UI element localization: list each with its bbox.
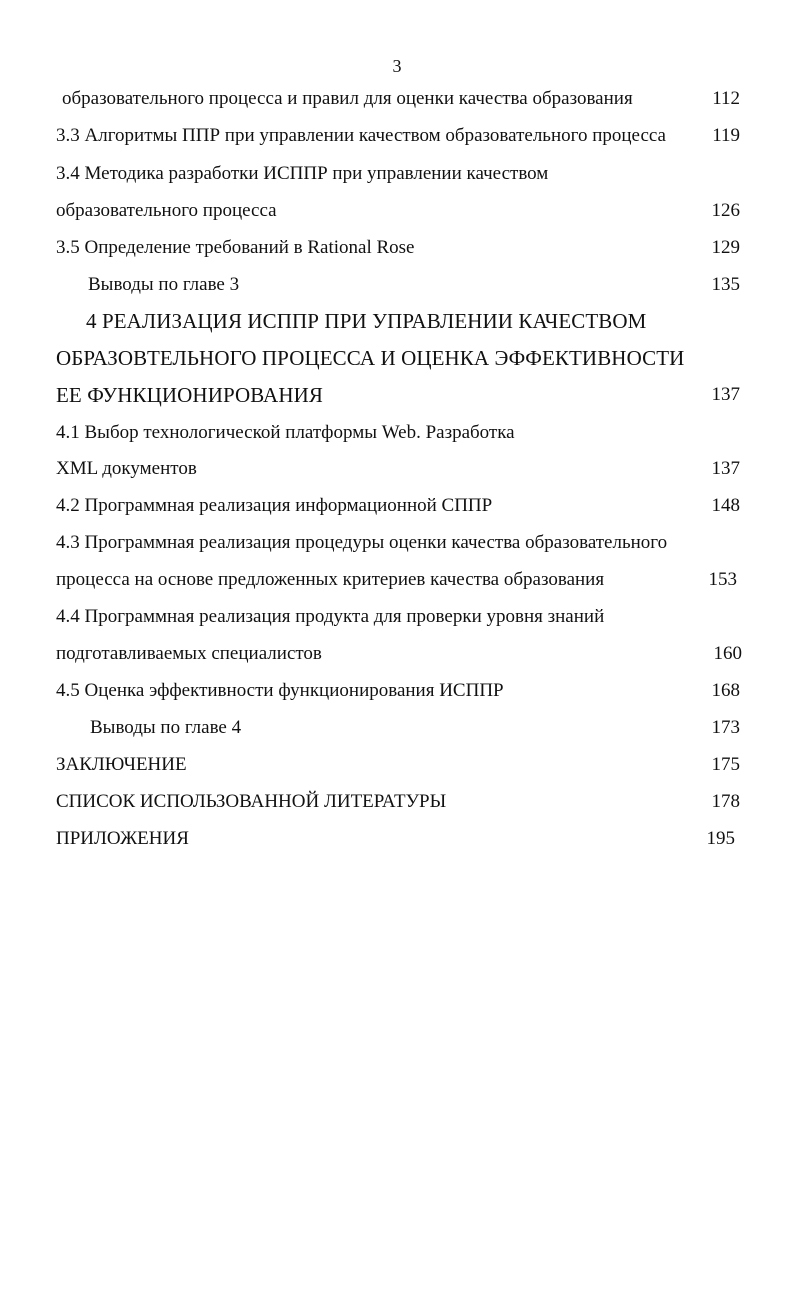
toc-entry-title: 4.5 Оценка эффективности функционирования ИСППР (56, 680, 504, 701)
toc-entry-title: Выводы по главе 3 (88, 274, 240, 295)
toc-entry-title: 3.5 Определение требований в Rational Rose (56, 237, 415, 258)
toc-entry-title: ЗАКЛЮЧЕНИЕ (56, 754, 187, 775)
toc-entry (0, 196, 794, 226)
toc-entry (0, 84, 794, 114)
toc-entry (0, 676, 794, 706)
toc-entry-page: 148 (711, 495, 740, 516)
toc-entry-page: 135 (711, 274, 740, 295)
toc-entry (0, 233, 794, 263)
toc-entry-page: 178 (711, 791, 740, 812)
toc-entry-page: 173 (711, 717, 740, 738)
toc-entry-title: ЕЕ ФУНКЦИОНИРОВАНИЯ (56, 383, 323, 407)
toc-entry (0, 454, 794, 484)
toc-entry-page: 195 (706, 828, 735, 849)
toc-entry-title: XML документов (56, 458, 197, 479)
toc-entry-page: 168 (711, 680, 740, 701)
toc-entry-page: 126 (711, 200, 740, 221)
toc-entry (0, 159, 794, 189)
toc-entry-title: ПРИЛОЖЕНИЯ (56, 828, 189, 849)
toc-entry-page: 175 (711, 754, 740, 775)
toc-entry-title: 4 РЕАЛИЗАЦИЯ ИСППР ПРИ УПРАВЛЕНИИ КАЧЕСТВОМ (86, 309, 647, 333)
toc-entry-page: 137 (711, 458, 740, 479)
toc-entry-title: образовательного процесса (56, 200, 277, 221)
toc-entry (0, 121, 794, 151)
toc-entry-title: 3.4 Методика разработки ИСППР при управлении качеством (56, 163, 549, 184)
toc-entry-page: 137 (711, 384, 740, 405)
toc-entry-page: 153 (708, 569, 737, 590)
toc-entry (0, 787, 794, 817)
page-number: 3 (392, 56, 402, 76)
toc-entry (0, 528, 794, 558)
toc-entry (0, 602, 794, 632)
toc-entry (0, 270, 794, 300)
toc-entry-page: 129 (711, 237, 740, 258)
toc-entry-title: подготавливаемых специалистов (56, 643, 322, 664)
toc-entry (0, 418, 794, 448)
toc-entry (0, 713, 794, 743)
toc-entry-title: ОБРАЗОВТЕЛЬНОГО ПРОЦЕССА И ОЦЕНКА ЭФФЕКТИВНОСТИ (56, 346, 685, 370)
toc-entry-title: 4.1 Выбор технологической платформы Web. Разработка (56, 422, 515, 443)
toc-entry-page: 112 (712, 88, 740, 109)
toc-chapter-heading (0, 380, 794, 410)
toc-entry (0, 565, 794, 595)
toc-entry-title: 3.3 Алгоритмы ППР при управлении качеством образовательного процесса (56, 125, 666, 146)
toc-entry (0, 639, 794, 669)
toc-entry-title: СПИСОК ИСПОЛЬЗОВАННОЙ ЛИТЕРАТУРЫ (56, 791, 447, 812)
toc-entry-page: 160 (713, 643, 742, 664)
toc-chapter-heading (0, 343, 794, 373)
toc-entry-title: процесса на основе предложенных критериев качества образования (56, 569, 605, 590)
toc-entry-title: 4.2 Программная реализация информационной СППР (56, 495, 493, 516)
toc-entry-title: 4.4 Программная реализация продукта для проверки уровня знаний (56, 606, 605, 627)
toc-entry-title: образовательного процесса и правил для оценки качества образования (62, 88, 633, 109)
toc-entry-page: 119 (712, 125, 740, 146)
toc-entry-title: 4.3 Программная реализация процедуры оценки качества образовательного (56, 532, 668, 553)
toc-entry (0, 750, 794, 780)
toc-chapter-heading (0, 306, 794, 336)
toc-entry (0, 491, 794, 521)
toc-entry (0, 824, 794, 854)
toc-entry-title: Выводы по главе 4 (90, 717, 242, 738)
